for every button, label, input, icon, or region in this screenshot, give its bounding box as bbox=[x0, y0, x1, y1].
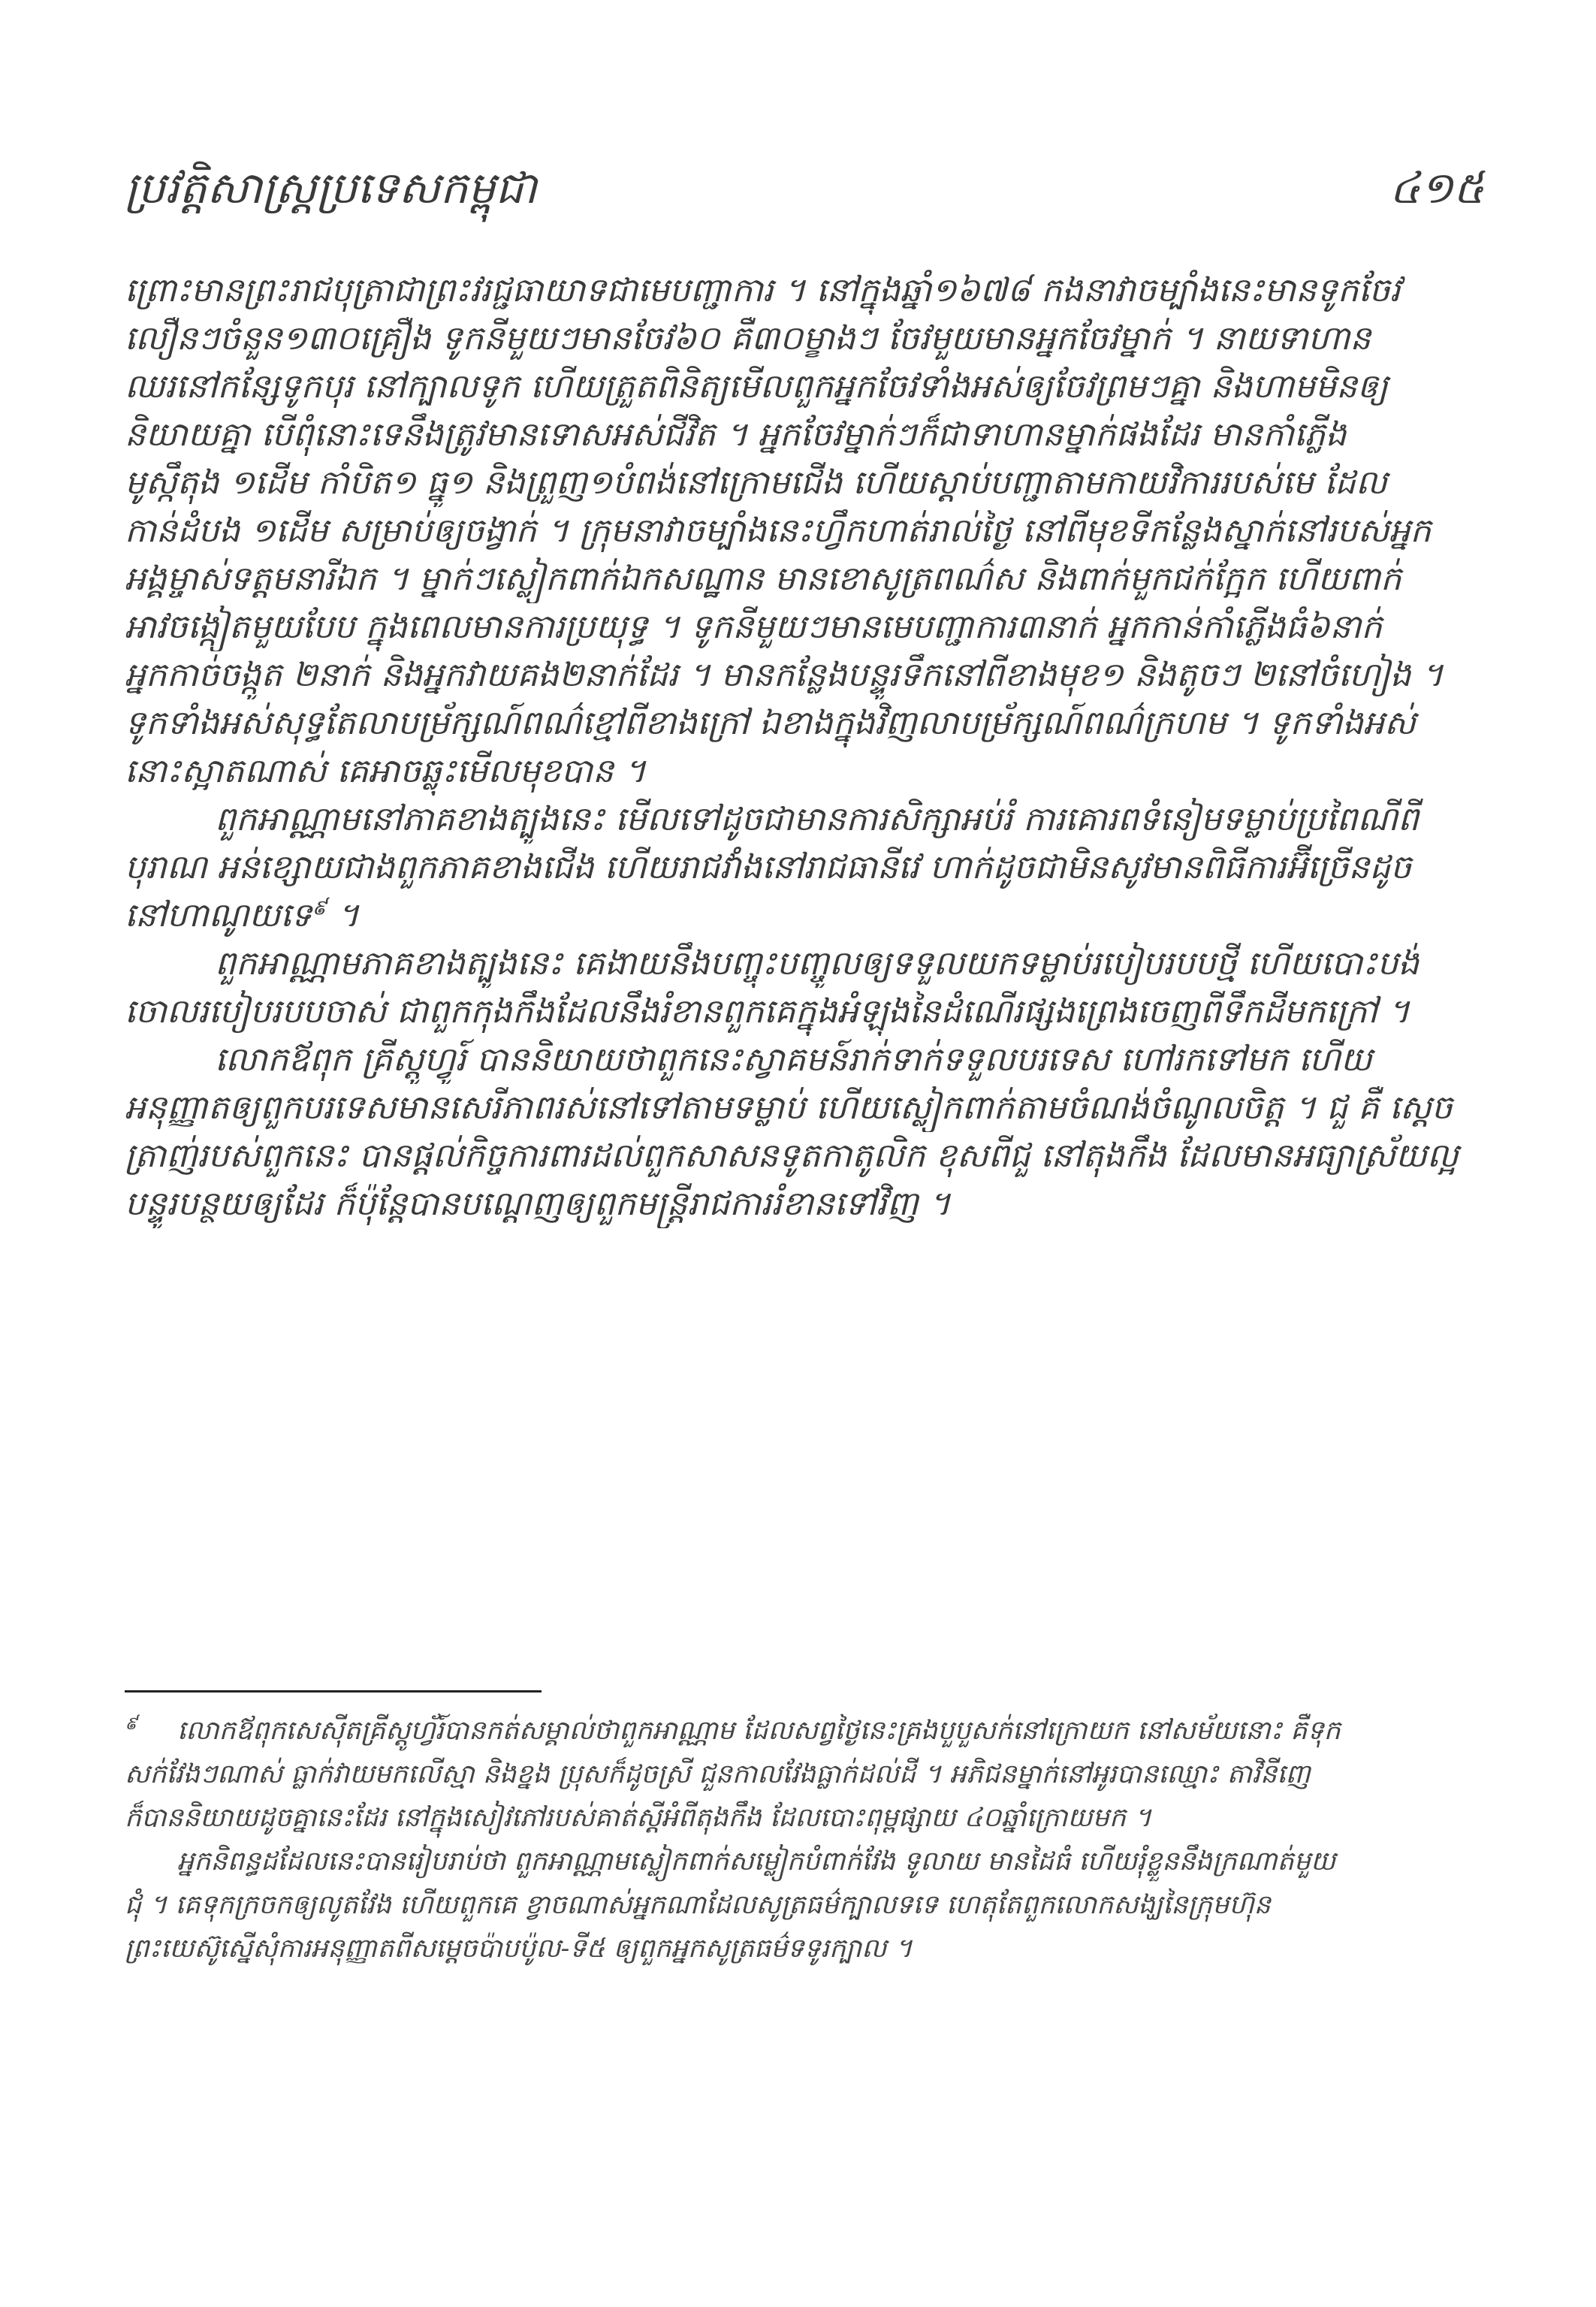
footnote-reference[interactable]: ៩ bbox=[312, 895, 327, 920]
text-line: នោះស្អាតណាស់ គេអាចឆ្លុះមើលមុខបាន ។ bbox=[125, 752, 646, 790]
text-line: ត្រាញ់របស់ពួកនេះ បានផ្តល់កិច្ចការពារដល់ពួកសាសនទូតកាតូលិក ខុសពីជួ នៅតុងកឹង ដែលមានអធ្យាស្រ័យល្អ bbox=[125, 1137, 1459, 1175]
body-text bbox=[125, 267, 1484, 1228]
text-line: អ្នកកាច់ចង្កូត ២នាក់ និងអ្នកវាយគង២នាក់ដែរ ។ មានកន្លែងបន្ទូរទឹកនៅពីខាងមុខ១ និងតូចៗ ២នៅចំហៀង ។ bbox=[125, 656, 1444, 694]
text-line: ព្រោះមានព្រះរាជបុត្រាជាព្រះវរជ្ជធាយាទជាមេបញ្ជាការ ។ នៅក្នុងឆ្នាំ១៦៧៨ កងនាវាចម្បាំងនេះមានទូកចែវ bbox=[125, 271, 1401, 310]
text-line: កាន់ដំបង ១ដើម សម្រាប់ឲ្យចង្វាក់ ។ ក្រុមនាវាចម្បាំងនេះហ្វឹកហាត់រាល់ថ្ងៃ នៅពីមុខទីកន្លែងស្នាក់នៅរបស់អ្នក bbox=[125, 512, 1432, 550]
text-line: អង្គម្ចាស់ទត្តមនារីឯក ។ ម្នាក់ៗស្លៀកពាក់ឯកសណ្ឋាន មានខោសូត្រពណ៌ស និងពាក់មួកជក់ក្អែក ហើយពាក់ bbox=[125, 560, 1401, 598]
text-line: ពួកអាណ្ណាមនៅភាគខាងត្បូងនេះ មើលទៅដូចជាមានការសិក្សាអប់រំ ការគោរពទំនៀមទម្លាប់ប្រពៃណីពី bbox=[215, 800, 1419, 838]
running-header bbox=[125, 154, 1484, 222]
text-line: បុរាណ អន់ខ្សោយជាងពួកភាគខាងជើង ហើយរាជវាំងនៅរាជធានីវេ ហាក់ដូចជាមិនសូវមានពិធីការអ៊ីច្រើនដូច bbox=[125, 848, 1412, 886]
text-line: បន្ទូរបន្ថយឲ្យដែរ ក៏ប៉ុន្តែបានបណ្តេញឲ្យពួកមន្ត្រីរាជការរំខានទៅវិញ ។ bbox=[125, 1185, 951, 1223]
text-line: និយាយគ្នា បើពុំនោះទេនឹងត្រូវមានទោសអស់ជីវិត ។ អ្នកចែវម្នាក់ៗក៏ជាទាហានម្នាក់ផងដែរ មានកាំភ្លើង bbox=[125, 415, 1347, 454]
text-line: លោកឪពុក គ្រីស្តូហ្វូរ៍ បាននិយាយថាពួកនេះស្វាគមន៍រាក់ទាក់ទទួលបរទេស ហៅរកទៅមក ហើយ bbox=[215, 1040, 1372, 1079]
text-line: ពួកអាណ្ណាមភាគខាងត្បូងនេះ គេងាយនឹងបញ្ចុះបញ្ចូលឲ្យទទួលយកទម្លាប់របៀបរបបថ្មី ហើយបោះបង់ bbox=[215, 944, 1420, 983]
footnote-line: ជុំ ។ គេទុកក្រចកឲ្យលូតវែង ហើយពួកគេ ខ្វាចណាស់អ្នកណាដែលសូត្រធម៌ក្បាលទទេ ហេតុតែពួកលោកសង្ឃនៃក្រុមហ៊ុន bbox=[125, 1890, 1271, 1920]
text-line: ចោលរបៀបរបបចាស់ ជាពួកកុងកឹងដែលនឹងរំខានពួកគេក្នុងអំឡុងនៃដំណើរផ្សងព្រេងចេញពីទឹកដីមកក្រៅ ។ bbox=[125, 992, 1410, 1031]
text-line: លឿនៗចំនួន១៣០គ្រឿង ទូកនីមួយៗមានចែវ៦០ គឺ៣០ម្ខាងៗ ចែវមួយមានអ្នកចែវម្នាក់ ។ នាយទាហាន bbox=[125, 319, 1371, 358]
text-line: មូស្កឹតុង ១ដើម កាំបិត១ ធ្នូ១ និងព្រួញ១បំពង់នៅក្រោមជើង ហើយស្តាប់បញ្ជាតាមកាយវិការរបស់មេ ដែល bbox=[125, 464, 1387, 502]
footnotes bbox=[125, 1709, 1484, 1970]
page-number: ៤១៥ bbox=[1389, 162, 1484, 213]
footnote-text: លោកឪពុកសេស៊ីតគ្រីស្តូហ្វ័រ៍បានកត់សម្គាល់ថាពួកអាណ្ណាម ដែលសព្វថ្ងៃនេះគ្រងបួបួសក់នៅក្រោយក នៅសម័យនោះ គឺទុក bbox=[177, 1716, 1341, 1746]
text-line: អនុញ្ញាតឲ្យពួកបរទេសមានសេរីភាពរស់នៅទៅតាមទម្លាប់ ហើយស្លៀកពាក់តាមចំណង់ចំណូលចិត្ត ។ ជួ គឺ ស្តេច bbox=[125, 1089, 1453, 1127]
footnote-line: ៩ លោកឪពុកសេស៊ីតគ្រីស្តូហ្វ័រ៍បានកត់សម្គាល់ថាពួកអាណ្ណាម ដែលសព្វថ្ងៃនេះគ្រងបួបួសក់នៅក្រោយក នៅសម័យនោះ គឺទុក bbox=[125, 1713, 1341, 1746]
footnote-line: អ្នកនិពន្ធដដែលនេះបានរៀបរាប់ថា ពួកអាណ្ណាមស្លៀកពាក់សម្លៀកបំពាក់វែង ទូលាយ មានដៃធំ ហើយរុំខ្លួននឹងក្រណាត់មួយ bbox=[177, 1847, 1336, 1877]
text-fragment: នៅហាណូយទេ bbox=[125, 896, 312, 935]
book-title: ប្រវត្តិសាស្ត្រប្រទេសកម្ពុជា bbox=[125, 162, 537, 213]
text-fragment: ។ bbox=[327, 896, 360, 935]
text-line: អាវចង្កៀតមួយបែប ក្នុងពេលមានការប្រយុទ្ធ ។ ទូកនីមួយៗមានមេបញ្ជាការ៣នាក់ អ្នកកាន់កាំភ្លើងធំ៦នាក់ bbox=[125, 608, 1383, 646]
text-line: ទូកទាំងអស់សុទ្ធតែលាបម្រ័ក្សណ៍ពណ៌ខ្មៅពីខាងក្រៅ ឯខាងក្នុងវិញលាបម្រ័ក្សណ៍ពណ៌ក្រហម ។ ទូកទាំងអស់ bbox=[125, 704, 1416, 742]
footnote-line: ព្រះយេស៊ូស្នើសុំការអនុញ្ញាតពីសម្តេចប៉ាបប៉ូល-ទី៥ ឲ្យពួកអ្នកសូត្រធម៌ទទូរក្បាល ។ bbox=[125, 1934, 913, 1964]
text-line: ឈរនៅកន្សែទូកបុរ នៅក្បាលទូក ហើយត្រួតពិនិត្យមើលពួកអ្នកចែវទាំងអស់ឲ្យចែវព្រមៗគ្នា និងហាមមិនឲ្យ bbox=[125, 367, 1389, 406]
footnote-line: ក៏បាននិយាយដូចគ្នានេះដែរ នៅក្នុងសៀវភៅរបស់គាត់ស្តីអំពីតុងកឹង ដែលបោះពុម្ពផ្សាយ ៤០ឆ្នាំក្រោយមក ។ bbox=[125, 1803, 1152, 1833]
text-line-with-footnote bbox=[125, 892, 1484, 940]
footnote-line: សក់វែងៗណាស់ ធ្លាក់វាយមកលើស្មា និងខ្នង ប្រុសក៏ដូចស្រី ជួនកាលវែងធ្លាក់ដល់ដី ។ អភិជនម្នាក់នៅអូរបានឈ្មោះ តាវិនីញេ bbox=[125, 1759, 1311, 1789]
footnote-separator bbox=[125, 1690, 542, 1693]
